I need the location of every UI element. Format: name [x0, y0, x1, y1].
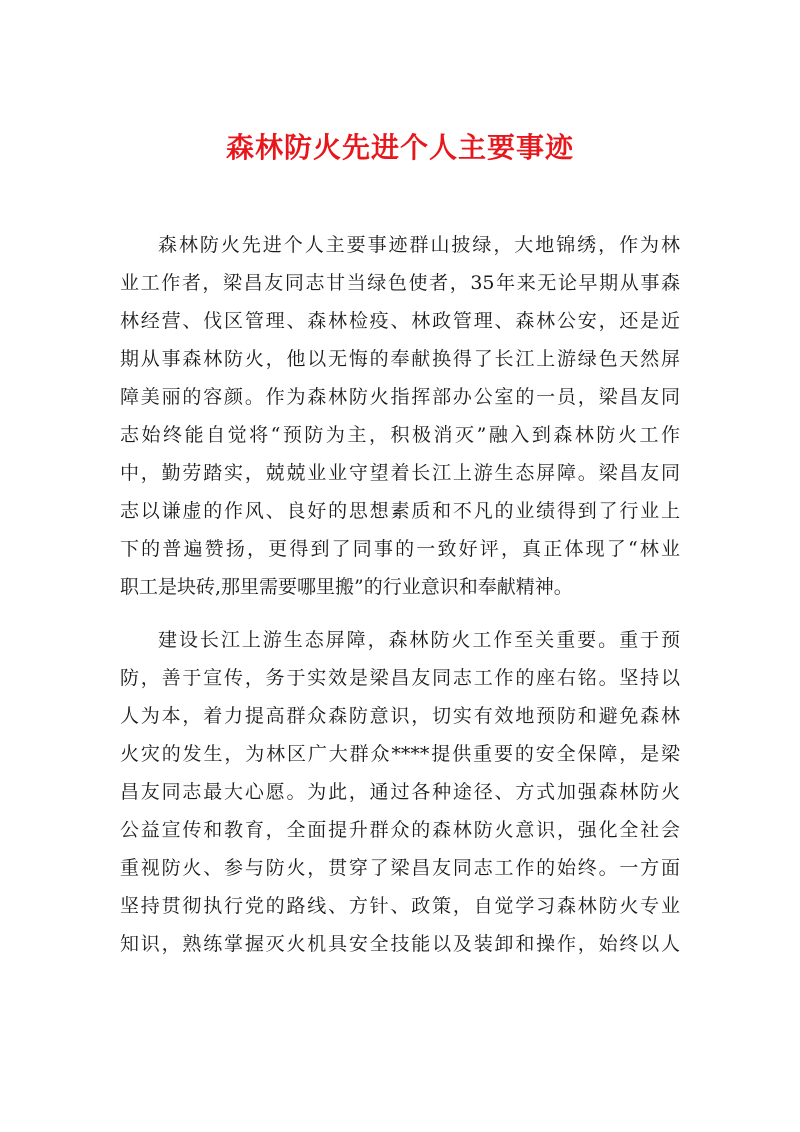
- paragraph-1-line-9: 下的普遍赞扬，更得到了同事的一致好评，真正体现了“林业: [120, 538, 680, 560]
- paragraph-1-line-2: 业工作者，梁昌友同志甘当绿色使者，35年来无论早期从事森: [120, 272, 680, 294]
- paragraph-1-line-4: 期从事森林防火，他以无悔的奉献换得了长江上游绿色天然屏: [120, 348, 680, 370]
- paragraph-2-line-8: 坚持贯彻执行党的路线、方针、政策，自觉学习森林防火专业: [120, 895, 680, 917]
- paragraph-1-line-3: 林经营、伐区管理、森林检疫、林政管理、森林公安，还是近: [120, 310, 680, 332]
- paragraph-2-line-6: 公益宣传和教育，全面提升群众的森林防火意识，强化全社会: [120, 819, 680, 841]
- paragraph-1-line-7: 中，勤劳踏实，兢兢业业守望着长江上游生态屏障。梁昌友同: [120, 462, 680, 484]
- paragraph-2-line-1: 建设长江上游生态屏障，森林防火工作至关重要。重于预: [158, 629, 680, 651]
- paragraph-1-line-8: 志以谦虚的作风、良好的思想素质和不凡的业绩得到了行业上: [120, 500, 680, 522]
- paragraph-1-line-10: 职工是块砖,那里需要哪里搬”的行业意识和奉献精神。: [120, 576, 573, 598]
- paragraph-1-line-6: 志始终能自觉将“预防为主，积极消灭”融入到森林防火工作: [120, 424, 680, 446]
- paragraph-1-line-5: 障美丽的容颜。作为森林防火指挥部办公室的一员，梁昌友同: [120, 386, 680, 408]
- paragraph-2-line-5: 昌友同志最大心愿。为此，通过各种途径、方式加强森林防火: [120, 781, 680, 803]
- document-title: 森林防火先进个人主要事迹: [225, 131, 574, 164]
- paragraph-2-line-7: 重视防火、参与防火，贯穿了梁昌友同志工作的始终。一方面: [120, 857, 680, 879]
- paragraph-2-line-2: 防，善于宣传，务于实效是梁昌友同志工作的座右铭。坚持以: [120, 667, 680, 689]
- paragraph-2-line-9: 知识，熟练掌握灭火机具安全技能以及装卸和操作，始终以人: [120, 933, 680, 955]
- paragraph-2-line-3: 人为本，着力提高群众森防意识，切实有效地预防和避免森林: [120, 705, 680, 727]
- paragraph-1-line-1: 森林防火先进个人主要事迹群山披绿，大地锦绣，作为林: [158, 234, 680, 256]
- paragraph-2-line-4: 火灾的发生，为林区广大群众****提供重要的安全保障，是梁: [120, 743, 680, 765]
